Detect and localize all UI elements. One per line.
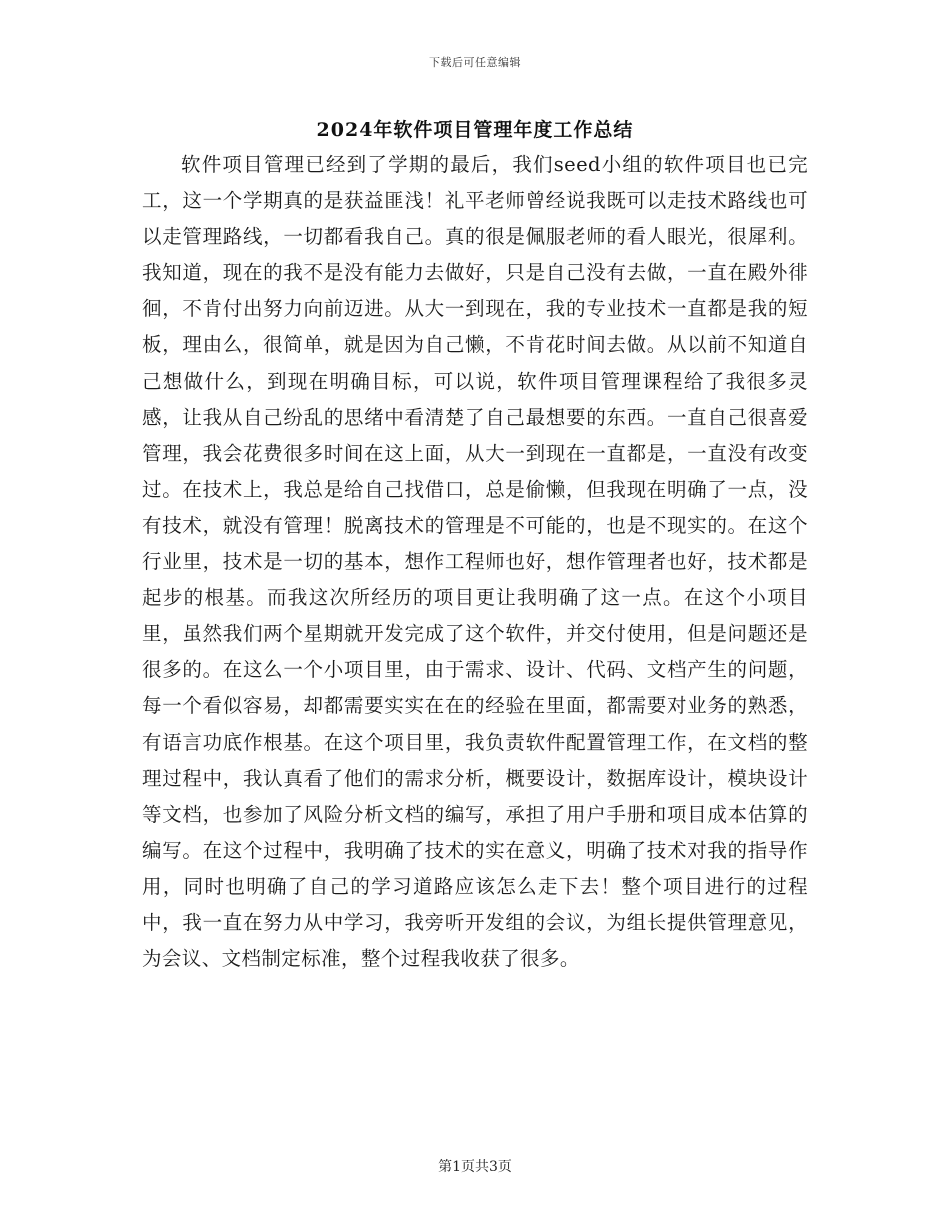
body-paragraph: 软件项目管理已经到了学期的最后，我们seed小组的软件项目也已完工，这一个学期真的是获益匪浅！礼平老师曾经说我既可以走技术路线也可以走管理路线，一切都看我自己。真的很是佩服老师的看人眼光，很犀利。我知道，现在的我不是没有能力去做好，只是自己没有去做，一直在殿外徘徊，不肯付出努力向前迈进。从大一到现在，我的专业技术一直都是我的短板，理由么，很简单，就是因为自己懒，不肯花时间去做。从以前不知道自己想做什么，到现在明确目标，可以说，软件项目管理课程给了我很多灵感，让我从自己纷乱的思绪中看清楚了自己最想要的东西。一直自己很喜爱管理，我会花费很多时间在这上面，从大一到现在一直都是，一直没有改变过。在技术上，我总是给自己找借口，总是偷懒，但我现在明确了一点，没有技术，就没有管理！脱离技术的管理是不可能的，也是不现实的。在这个行业里，技术是一切的基本，想作工程师也好，想作管理者也好，技术都是起步的根基。而我这次所经历的项目更让我明确了这一点。在这个小项目里，虽然我们两个星期就开发完成了这个软件，并交付使用，但是问题还是很多的。在这么一个小项目里，由于需求、设计、代码、文档产生的问题，每一个看似容易，却都需要实实在在的经验在里面，都需要对业务的熟悉，有语言功底作根基。在这个项目里，我负责软件配置管理工作，在文档的整理过程中，我认真看了他们的需求分析，概要设计，数据库设计，模块设计等文档，也参加了风险分析文档的编写，承担了用户手册和项目成本估算的编写。在这个过程中，我明确了技术的实在意义，明确了技术对我的指导作用，同时也明确了自己的学习道路应该怎么走下去！整个项目进行的过程中，我一直在努力从中学习，我旁听开发组的会议，为组长提供管理意见，为会议、文档制定标准，整个过程我收获了很多。 [142, 153, 808, 971]
page-number: 第1页共3页 [438, 1159, 512, 1175]
header-note: 下载后可任意编辑 [429, 56, 521, 69]
document-title: 2024年软件项目管理年度工作总结 [316, 119, 634, 141]
